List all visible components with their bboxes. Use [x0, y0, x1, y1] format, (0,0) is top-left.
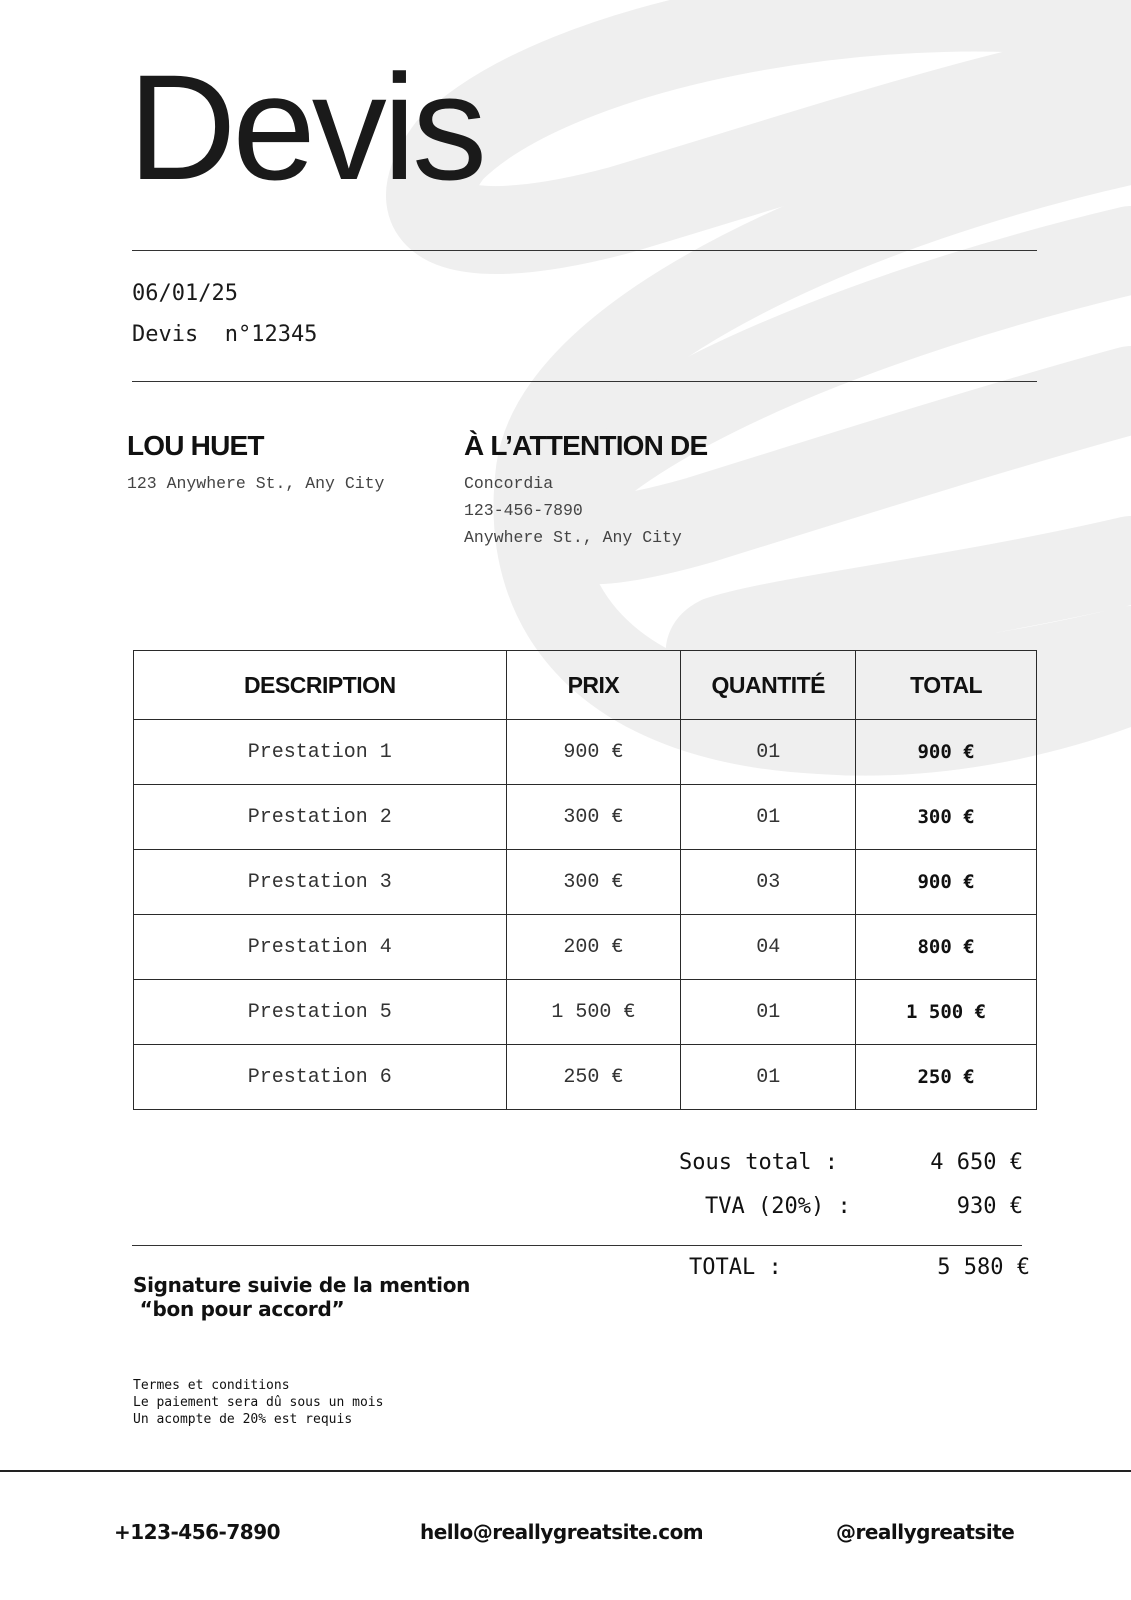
cell-total: 900 €	[856, 720, 1037, 785]
table-row	[134, 980, 1037, 1045]
cell-price: 300 €	[506, 850, 681, 915]
cell-price: 900 €	[506, 720, 681, 785]
cell-description: Prestation 2	[134, 785, 507, 850]
recipient-phone: 123-456-7890	[464, 501, 583, 520]
cell-quantity: 01	[681, 1045, 856, 1110]
recipient-heading: À L’ATTENTION DE	[464, 430, 708, 461]
signature-line-1: Signature suivie de la mention	[133, 1273, 471, 1297]
divider-meta	[132, 381, 1037, 382]
cell-price: 200 €	[506, 915, 681, 980]
cell-quantity: 04	[681, 915, 856, 980]
table-header-row	[134, 651, 1037, 720]
cell-total: 900 €	[856, 850, 1037, 915]
cell-description: Prestation 4	[134, 915, 507, 980]
cell-description: Prestation 3	[134, 850, 507, 915]
terms-block	[133, 1377, 383, 1428]
vat-value: 930 €	[956, 1194, 1023, 1219]
cell-total: 800 €	[856, 915, 1037, 980]
footer-email-link[interactable]: hello@reallygreatsite.com	[420, 1520, 704, 1544]
terms-line-2: Un acompte de 20% est requis	[133, 1412, 353, 1427]
signature-instruction	[133, 1273, 470, 1321]
cell-total: 250 €	[856, 1045, 1037, 1110]
subtotal-label: Sous total :	[679, 1150, 838, 1175]
sender-block	[127, 430, 384, 497]
subtotal-value: 4 650 €	[930, 1150, 1023, 1175]
vat-label: TVA (20%) :	[705, 1194, 851, 1219]
document-title: Devis	[128, 43, 484, 211]
grand-total-label: TOTAL :	[689, 1255, 782, 1280]
cell-total: 1 500 €	[856, 980, 1037, 1045]
footer-divider	[0, 1470, 1131, 1472]
table-row	[134, 720, 1037, 785]
table-row	[134, 785, 1037, 850]
column-header-quantity: QUANTITÉ	[681, 651, 856, 720]
cell-total: 300 €	[856, 785, 1037, 850]
cell-price: 1 500 €	[506, 980, 681, 1045]
quote-date: 06/01/25	[132, 281, 238, 306]
recipient-block	[464, 430, 707, 551]
terms-line-1: Le paiement sera dû sous un mois	[133, 1395, 384, 1410]
divider-summary	[132, 1245, 1022, 1246]
sender-name: LOU HUET	[127, 430, 264, 461]
cell-description: Prestation 5	[134, 980, 507, 1045]
recipient-address: Anywhere St., Any City	[464, 528, 682, 547]
table-row	[134, 1045, 1037, 1110]
footer-phone: +123-456-7890	[114, 1520, 281, 1544]
cell-quantity: 01	[681, 785, 856, 850]
quote-number: Devis n°12345	[132, 322, 318, 347]
grand-total-value: 5 580 €	[937, 1255, 1030, 1280]
cell-price: 250 €	[506, 1045, 681, 1110]
table-row	[134, 850, 1037, 915]
cell-description: Prestation 6	[134, 1045, 507, 1110]
cell-quantity: 01	[681, 720, 856, 785]
table-row	[134, 915, 1037, 980]
signature-line-2: “bon pour accord”	[133, 1297, 345, 1321]
line-items-table	[133, 650, 1037, 1110]
cell-quantity: 01	[681, 980, 856, 1045]
column-header-price: PRIX	[506, 651, 681, 720]
cell-quantity: 03	[681, 850, 856, 915]
divider-top	[132, 250, 1037, 251]
recipient-company: Concordia	[464, 474, 554, 493]
terms-title: Termes et conditions	[133, 1378, 290, 1393]
cell-description: Prestation 1	[134, 720, 507, 785]
cell-price: 300 €	[506, 785, 681, 850]
column-header-description: DESCRIPTION	[134, 651, 507, 720]
footer-social-handle[interactable]: @reallygreatsite	[836, 1520, 1015, 1544]
sender-address: 123 Anywhere St., Any City	[127, 474, 385, 493]
column-header-total: TOTAL	[856, 651, 1037, 720]
